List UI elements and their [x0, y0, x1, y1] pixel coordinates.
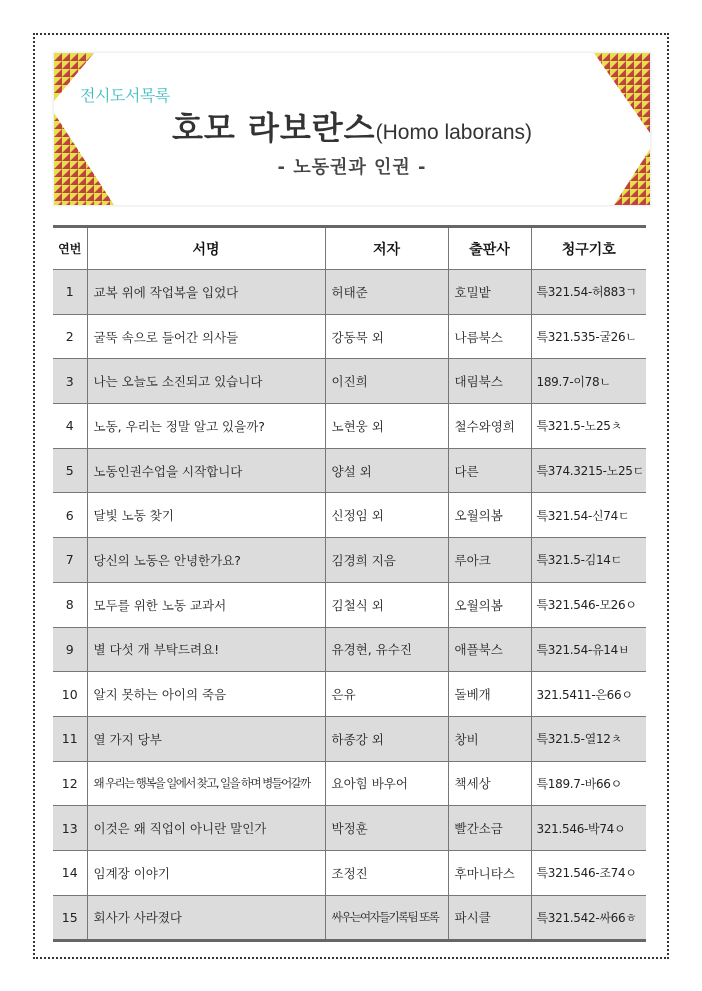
- cell-author: 김철식 외: [325, 582, 448, 627]
- cell-author: 허태준: [325, 270, 448, 315]
- table-row: [53, 895, 646, 941]
- cell-author: 요아힘 바우어: [325, 761, 448, 806]
- cell-publisher: 책세상: [448, 761, 531, 806]
- cell-number: 15: [53, 895, 87, 941]
- cell-title: 노동, 우리는 정말 알고 있을까?: [87, 404, 325, 449]
- cell-call-number: 특321.5-열12ㅊ: [531, 716, 646, 761]
- title-korean: 호모 라보란스: [171, 109, 376, 147]
- cell-call-number: 특189.7-바66ㅇ: [531, 761, 646, 806]
- cell-number: 5: [53, 448, 87, 493]
- cell-publisher: 돌베개: [448, 672, 531, 717]
- cell-publisher: 오월의봄: [448, 493, 531, 538]
- cell-call-number: 321.546-박74ㅇ: [531, 806, 646, 851]
- cell-call-number: 특321.54-허883ㄱ: [531, 270, 646, 315]
- cell-title: 이것은 왜 직업이 아니란 말인가: [87, 806, 325, 851]
- cell-author: 김경희 지음: [325, 538, 448, 583]
- column-header-number: 연번: [53, 227, 87, 270]
- book-list-table: [53, 225, 646, 942]
- cell-publisher: 철수와영희: [448, 404, 531, 449]
- cell-publisher: 파시클: [448, 895, 531, 941]
- cell-author: 조정진: [325, 850, 448, 895]
- cell-number: 6: [53, 493, 87, 538]
- cell-number: 3: [53, 359, 87, 404]
- table-row: [53, 627, 646, 672]
- table-row: [53, 448, 646, 493]
- cell-number: 11: [53, 716, 87, 761]
- cell-publisher: 루아크: [448, 538, 531, 583]
- cell-call-number: 321.5411-은66ㅇ: [531, 672, 646, 717]
- cell-call-number: 특321.542-싸66ㅎ: [531, 895, 646, 941]
- cell-call-number: 특321.546-모26ㅇ: [531, 582, 646, 627]
- cell-publisher: 빨간소금: [448, 806, 531, 851]
- page-title: [54, 103, 650, 149]
- cell-publisher: 호밀밭: [448, 270, 531, 315]
- table-row: [53, 404, 646, 449]
- cell-author: 강동묵 외: [325, 314, 448, 359]
- cell-publisher: 창비: [448, 716, 531, 761]
- column-header-publisher: 출판사: [448, 227, 531, 270]
- cell-title: 나는 오늘도 소진되고 있습니다: [87, 359, 325, 404]
- cell-title: 노동인권수업을 시작합니다: [87, 448, 325, 493]
- cell-title: 왜 우리는 행복을 일에서 찾고, 일을 하며 병들어갈까: [87, 761, 325, 806]
- table-row: [53, 314, 646, 359]
- cell-publisher: 대림북스: [448, 359, 531, 404]
- table-header-row: [53, 227, 646, 270]
- table-row: [53, 806, 646, 851]
- cell-call-number: 특321.5-김14ㄷ: [531, 538, 646, 583]
- cell-call-number: 특321.54-유14ㅂ: [531, 627, 646, 672]
- table-row: [53, 359, 646, 404]
- cell-author: 유경현, 유수진: [325, 627, 448, 672]
- cell-author: 박정훈: [325, 806, 448, 851]
- table-row: [53, 716, 646, 761]
- cell-title: 모두를 위한 노동 교과서: [87, 582, 325, 627]
- cell-author: 노현웅 외: [325, 404, 448, 449]
- table-row: [53, 850, 646, 895]
- cell-title: 열 가지 당부: [87, 716, 325, 761]
- cell-number: 14: [53, 850, 87, 895]
- cell-title: 임계장 이야기: [87, 850, 325, 895]
- cell-author: 싸우는여자들기록팀 또록: [325, 895, 448, 941]
- cell-publisher: 후마니타스: [448, 850, 531, 895]
- cell-title: 달빛 노동 찾기: [87, 493, 325, 538]
- cell-author: 신정임 외: [325, 493, 448, 538]
- page-subtitle: - 노동권과 인권 -: [277, 157, 427, 178]
- table-row: [53, 672, 646, 717]
- catalog-label: 전시도서목록: [80, 86, 170, 105]
- cell-publisher: 나름북스: [448, 314, 531, 359]
- cell-publisher: 애플북스: [448, 627, 531, 672]
- cell-title: 회사가 사라졌다: [87, 895, 325, 941]
- column-header-author: 저자: [325, 227, 448, 270]
- cell-author: 은유: [325, 672, 448, 717]
- cell-number: 9: [53, 627, 87, 672]
- cell-publisher: 오월의봄: [448, 582, 531, 627]
- cell-title: 알지 못하는 아이의 죽음: [87, 672, 325, 717]
- cell-call-number: 특321.54-신74ㄷ: [531, 493, 646, 538]
- cell-author: 이진희: [325, 359, 448, 404]
- cell-call-number: 특321.5-노25ㅊ: [531, 404, 646, 449]
- table-row: [53, 761, 646, 806]
- table-row: [53, 493, 646, 538]
- cell-number: 4: [53, 404, 87, 449]
- cell-title: 교복 위에 작업복을 입었다: [87, 270, 325, 315]
- cell-call-number: 특321.535-굴26ㄴ: [531, 314, 646, 359]
- table-row: [53, 270, 646, 315]
- cell-call-number: 189.7-이78ㄴ: [531, 359, 646, 404]
- cell-title: 당신의 노동은 안녕한가요?: [87, 538, 325, 583]
- cell-title: 굴뚝 속으로 들어간 의사들: [87, 314, 325, 359]
- cell-number: 12: [53, 761, 87, 806]
- cell-author: 양설 외: [325, 448, 448, 493]
- cell-call-number: 특374.3215-노25ㄷ: [531, 448, 646, 493]
- column-header-call-number: 청구기호: [531, 227, 646, 270]
- cell-number: 2: [53, 314, 87, 359]
- cell-title: 별 다섯 개 부탁드려요!: [87, 627, 325, 672]
- cell-publisher: 다른: [448, 448, 531, 493]
- cell-number: 13: [53, 806, 87, 851]
- title-english: (Homo laborans): [375, 121, 533, 144]
- cell-number: 8: [53, 582, 87, 627]
- cell-number: 7: [53, 538, 87, 583]
- title-banner: [53, 52, 651, 206]
- cell-number: 10: [53, 672, 87, 717]
- column-header-title: 서명: [87, 227, 325, 270]
- table-row: [53, 582, 646, 627]
- cell-number: 1: [53, 270, 87, 315]
- cell-author: 하종강 외: [325, 716, 448, 761]
- cell-call-number: 특321.546-조74ㅇ: [531, 850, 646, 895]
- table-row: [53, 538, 646, 583]
